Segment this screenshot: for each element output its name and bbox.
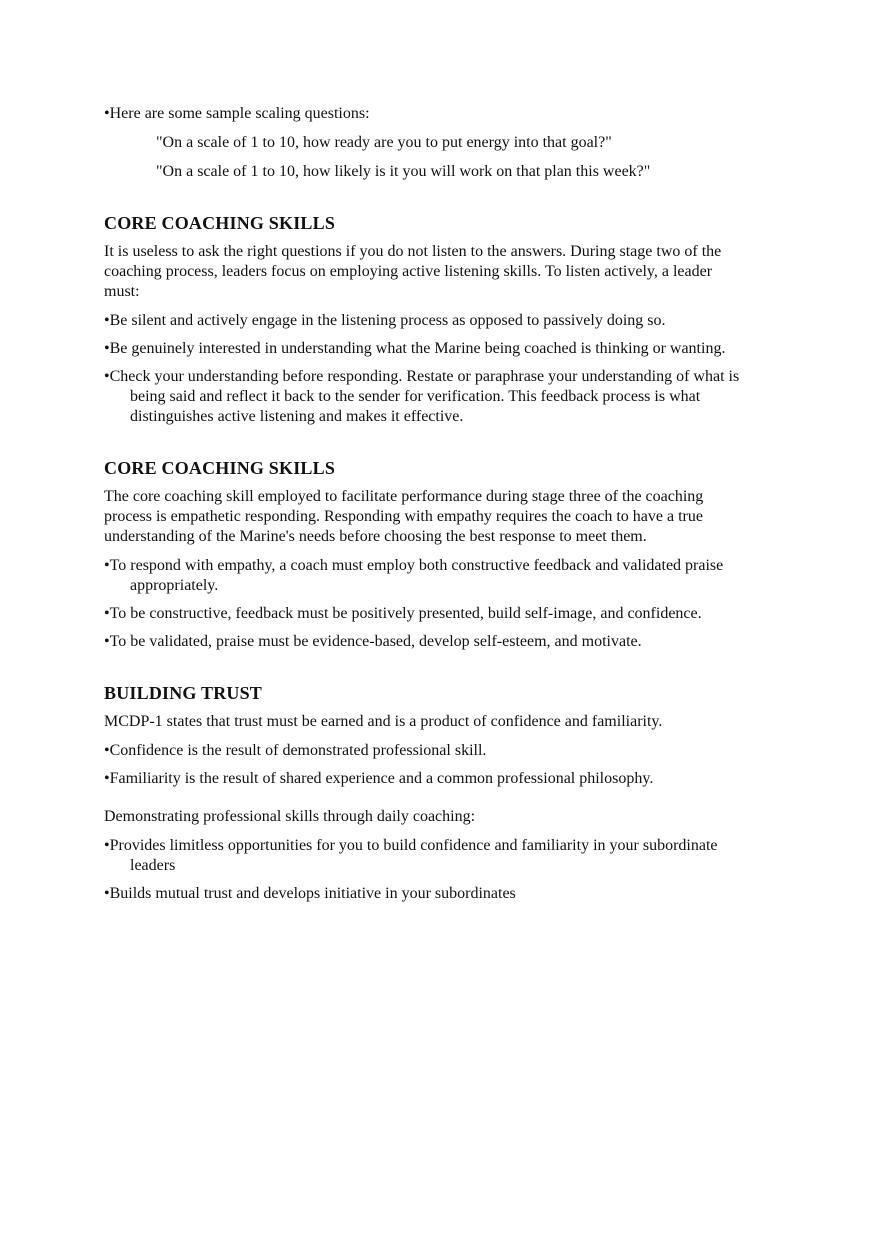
section-paragraph: Demonstrating professional skills through daily coaching:: [104, 808, 476, 825]
section-heading: CORE COACHING SKILLS: [104, 213, 336, 233]
section-paragraph: It is useless to ask the right questions if you do not listen to the answers. During stage two of the coaching process, leaders focus on employing active listening skills. To listen actively, a leader must:: [104, 243, 722, 300]
list-item: •Be silent and actively engage in the listening process as opposed to passively doing so.: [104, 312, 666, 329]
section-listening: [104, 212, 744, 427]
section-heading: CORE COACHING SKILLS: [104, 458, 336, 478]
list-item: •To be validated, praise must be evidence-based, develop self-esteem, and motivate.: [104, 633, 642, 650]
section-trust: [104, 682, 744, 904]
list-item: •Confidence is the result of demonstrated professional skill.: [104, 742, 487, 759]
list-item: •To be constructive, feedback must be positively presented, build self-image, and confidence.: [104, 605, 702, 622]
list-item: •To respond with empathy, a coach must employ both constructive feedback and validated praise appropriately.: [104, 557, 724, 594]
scaling-question-1: "On a scale of 1 to 10, how ready are you to put energy into that goal?": [156, 134, 612, 151]
document-page: [104, 104, 744, 912]
scaling-intro-bullet: •Here are some sample scaling questions:: [104, 105, 370, 122]
scaling-question-2: "On a scale of 1 to 10, how likely is it you will work on that plan this week?": [156, 163, 651, 180]
list-item: •Provides limitless opportunities for you to build confidence and familiarity in your subordinate leaders: [104, 837, 718, 874]
list-item: •Builds mutual trust and develops initiative in your subordinates: [104, 885, 516, 902]
section-paragraph: The core coaching skill employed to facilitate performance during stage three of the coaching process is empathetic responding. Responding with empathy requires the coach to have a true understanding of the Marine's needs before choosing the best response to meet them.: [104, 488, 704, 545]
section-paragraph: MCDP-1 states that trust must be earned and is a product of confidence and familiarity.: [104, 713, 663, 730]
section-heading: BUILDING TRUST: [104, 683, 263, 703]
list-item: •Check your understanding before responding. Restate or paraphrase your understanding of what is being said and reflect it back to the sender for verification. This feedback process is what distinguishes active listening and makes it effective.: [104, 368, 740, 425]
list-item: •Familiarity is the result of shared experience and a common professional philosophy.: [104, 770, 654, 787]
list-item: •Be genuinely interested in understanding what the Marine being coached is thinking or wanting.: [104, 340, 726, 357]
section-empathy: [104, 457, 744, 652]
